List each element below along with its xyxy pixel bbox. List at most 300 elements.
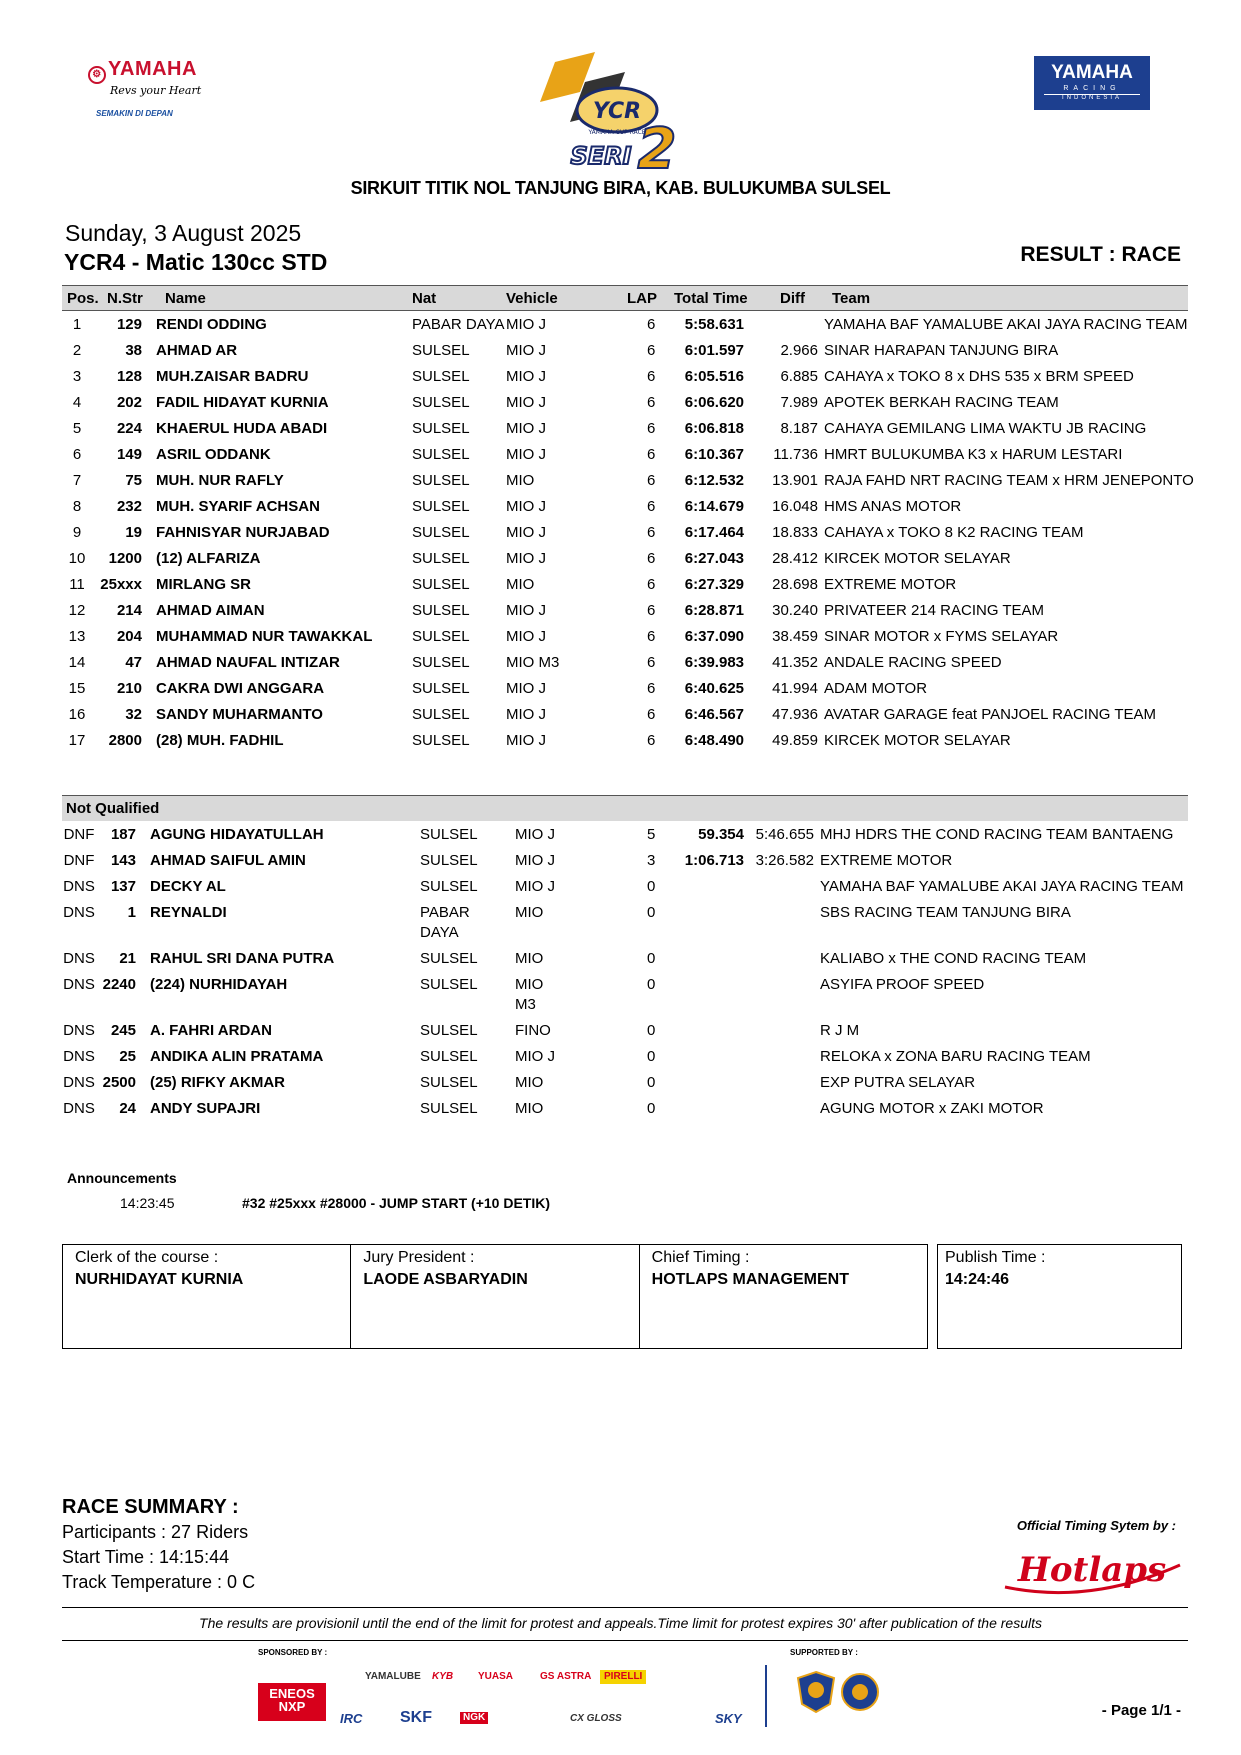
cell-total: 6:06.620 — [684, 394, 744, 411]
cell-team: KIRCEK MOTOR SELAYAR — [824, 732, 1011, 749]
cell-name: AHMAD SAIFUL AMIN — [150, 852, 306, 869]
cell-total: 6:10.367 — [684, 446, 744, 463]
cell-name: ANDY SUPAJRI — [150, 1100, 261, 1117]
cell-nstr: 214 — [116, 602, 142, 619]
table-row — [62, 599, 1188, 625]
divider — [62, 1640, 1188, 1641]
cell-lap: 6 — [647, 524, 656, 541]
cell-nstr: 129 — [116, 316, 142, 333]
cell-nstr: 2800 — [108, 732, 142, 749]
cx-gloss-logo: CX GLOSS — [570, 1713, 622, 1724]
cell-name: SANDY MUHARMANTO — [156, 706, 323, 723]
cell-team: RELOKA x ZONA BARU RACING TEAM — [820, 1048, 1091, 1065]
pirelli-logo: PIRELLI — [600, 1670, 646, 1684]
yamaha-logo-left: ⚙ YAMAHA Revs your Heart SEMAKIN DI DEPAN — [88, 58, 208, 118]
cell-name: AGUNG HIDAYATULLAH — [150, 826, 324, 843]
cell-pos: DNS — [63, 904, 95, 921]
table-row — [62, 521, 1188, 547]
cell-name: CAKRA DWI ANGGARA — [156, 680, 325, 697]
cell-pos: 6 — [72, 446, 82, 463]
cell-name: RAHUL SRI DANA PUTRA — [150, 950, 335, 967]
cell-vehicle: FINO — [515, 1022, 551, 1039]
cell-pos: 7 — [72, 472, 82, 489]
table-row — [62, 391, 1188, 417]
cell-team: YAMAHA BAF YAMALUBE AKAI JAYA RACING TEAM — [820, 878, 1184, 895]
cell-nstr: 232 — [116, 498, 142, 515]
cell-vehicle: MIO J — [515, 1048, 555, 1065]
cell-nat: SULSEL — [412, 394, 470, 411]
cell-pos: DNS — [63, 1022, 95, 1039]
results-table-header — [62, 285, 1188, 311]
cell-diff: 3:26.582 — [755, 852, 814, 869]
sky-logo: SKY — [715, 1711, 742, 1726]
cell-lap: 0 — [647, 1048, 656, 1065]
cell-nat: SULSEL — [420, 1100, 478, 1117]
cell-nstr: 245 — [110, 1022, 136, 1039]
cell-nat: SULSEL — [420, 976, 478, 993]
cell-diff: 28.698 — [772, 576, 818, 593]
cell-team: EXP PUTRA SELAYAR — [820, 1074, 976, 1091]
skf-logo: SKF — [400, 1709, 432, 1726]
cell-pos: DNF — [63, 826, 95, 843]
cell-diff: 47.936 — [772, 706, 818, 723]
cell-vehicle: MIO — [515, 904, 544, 921]
cell-lap: 6 — [647, 550, 656, 567]
cell-vehicle: MIO J — [515, 878, 555, 895]
cell-name: KHAERUL HUDA ABADI — [156, 420, 328, 437]
cell-vehicle: MIO — [515, 1074, 544, 1091]
cell-vehicle: MIO J — [515, 852, 555, 869]
svg-text:YCR: YCR — [592, 99, 642, 124]
table-row — [62, 495, 1188, 521]
cell-team: ADAM MOTOR — [824, 680, 928, 697]
cell-total: 6:40.625 — [684, 680, 744, 697]
cell-total: 6:27.043 — [684, 550, 744, 567]
cell-pos: DNS — [63, 878, 95, 895]
cell-vehicle2: M3 — [515, 996, 536, 1013]
announcements-title: Announcements — [67, 1170, 177, 1186]
cell-nstr: 2240 — [102, 976, 136, 993]
cell-lap: 6 — [647, 368, 656, 385]
cell-team: CAHAYA x TOKO 8 K2 RACING TEAM — [824, 524, 1084, 541]
cell-vehicle: MIO J — [506, 394, 546, 411]
cell-name: MUH. NUR RAFLY — [156, 472, 284, 489]
cell-total: 6:48.490 — [684, 732, 744, 749]
cell-nstr: 149 — [116, 446, 142, 463]
timing-system-label: Official Timing Sytem by : — [1016, 1518, 1176, 1533]
cell-nstr: 19 — [125, 524, 142, 541]
cell-name: DECKY AL — [150, 878, 226, 895]
cell-lap: 6 — [647, 680, 656, 697]
cell-team: SINAR HARAPAN TANJUNG BIRA — [824, 342, 1059, 359]
table-row — [62, 729, 1188, 755]
publish-time-box: Publish Time : 14:24:46 — [937, 1244, 1182, 1349]
cell-vehicle: MIO J — [506, 602, 546, 619]
irc-logo: IRC — [340, 1711, 363, 1726]
col-diff: Diff — [780, 290, 805, 307]
cell-total: 6:12.532 — [684, 472, 744, 489]
cell-pos: 5 — [72, 420, 82, 437]
cell-team: MHJ HDRS THE COND RACING TEAM BANTAENG — [820, 826, 1174, 843]
cell-nstr: 25 — [119, 1048, 136, 1065]
cell-lap: 0 — [647, 878, 656, 895]
cell-nstr: 1200 — [108, 550, 142, 567]
cell-nstr: 202 — [116, 394, 142, 411]
cell-name: MIRLANG SR — [156, 576, 251, 593]
announcement-time: 14:23:45 — [120, 1195, 175, 1211]
cell-lap: 6 — [647, 446, 656, 463]
cell-lap: 5 — [647, 826, 656, 843]
cell-diff: 28.412 — [772, 550, 818, 567]
cell-vehicle: MIO J — [515, 826, 555, 843]
cell-nstr: 210 — [116, 680, 142, 697]
cell-lap: 0 — [647, 1100, 656, 1117]
cell-lap: 6 — [647, 706, 656, 723]
jury-president: Jury President : LAODE ASBARYADIN — [351, 1245, 639, 1348]
cell-vehicle: MIO J — [506, 342, 546, 359]
cell-total: 6:01.597 — [684, 342, 744, 359]
cell-team: HMS ANAS MOTOR — [824, 498, 962, 515]
cell-total: 6:17.464 — [684, 524, 744, 541]
cell-diff: 49.859 — [772, 732, 818, 749]
cell-nat: SULSEL — [412, 654, 470, 671]
cell-nat: SULSEL — [412, 602, 470, 619]
table-row — [62, 469, 1194, 495]
cell-team: KALIABO x THE COND RACING TEAM — [820, 950, 1087, 967]
table-row — [62, 677, 1188, 703]
cell-nstr: 1 — [127, 904, 136, 921]
cell-nat: SULSEL — [412, 498, 470, 515]
cell-team: AVATAR GARAGE feat PANJOEL RACING TEAM — [824, 706, 1157, 723]
table-row — [62, 947, 1188, 973]
cell-diff: 16.048 — [772, 498, 818, 515]
table-row — [62, 973, 1188, 1019]
cell-name: (25) RIFKY AKMAR — [150, 1074, 286, 1091]
cell-vehicle: MIO — [506, 472, 535, 489]
cell-nat: SULSEL — [412, 342, 470, 359]
cell-team: AGUNG MOTOR x ZAKI MOTOR — [820, 1100, 1044, 1117]
cell-name: (224) NURHIDAYAH — [150, 976, 288, 993]
race-summary: RACE SUMMARY : Participants : 27 Riders Start Time : 14:15:44 Track Temperature : 0 C — [62, 1496, 256, 1592]
cell-pos: 3 — [72, 368, 82, 385]
cell-pos: DNS — [63, 1074, 95, 1091]
page-number: - Page 1/1 - — [1101, 1702, 1181, 1719]
cell-name: RENDI ODDING — [156, 316, 267, 333]
cell-nstr: 137 — [110, 878, 136, 895]
clerk-of-course: Clerk of the course : NURHIDAYAT KURNIA — [63, 1245, 351, 1348]
table-row — [62, 901, 1188, 947]
cell-diff: 8.187 — [780, 420, 818, 437]
cell-pos: DNS — [63, 1100, 95, 1117]
not-qualified-header: Not Qualified — [62, 795, 1188, 821]
cell-pos: 13 — [68, 628, 86, 645]
cell-diff: 7.989 — [780, 394, 818, 411]
table-row — [62, 849, 1188, 875]
cell-team: YAMAHA BAF YAMALUBE AKAI JAYA RACING TEAM — [824, 316, 1188, 333]
cell-total: 6:14.679 — [684, 498, 744, 515]
cell-total: 59.354 — [698, 826, 744, 843]
cell-team: ANDALE RACING SPEED — [824, 654, 1002, 671]
cell-pos: DNF — [63, 852, 95, 869]
svg-text:Hotlaps: Hotlaps — [1017, 1550, 1167, 1590]
cell-nstr: 187 — [110, 826, 136, 843]
cell-team: CAHAYA GEMILANG LIMA WAKTU JB RACING — [824, 420, 1147, 437]
cell-lap: 6 — [647, 732, 656, 749]
cell-nat: SULSEL — [412, 524, 470, 541]
cell-pos: DNS — [63, 950, 95, 967]
cell-lap: 6 — [647, 498, 656, 515]
cell-nat: SULSEL — [420, 852, 478, 869]
announcement-text: #32 #25xxx #28000 - JUMP START (+10 DETIK) — [242, 1195, 551, 1211]
circuit-title: SIRKUIT TITIK NOL TANJUNG BIRA, KAB. BULUKUMBA SULSEL — [350, 178, 891, 198]
cell-nstr: 24 — [119, 1100, 136, 1117]
cell-pos: 4 — [72, 394, 82, 411]
svg-text:SERI: SERI — [570, 142, 632, 170]
table-row — [62, 547, 1188, 573]
cell-nat2: DAYA — [420, 924, 459, 941]
table-row — [62, 823, 1188, 849]
table-row — [62, 339, 1188, 365]
officials-box — [62, 1244, 928, 1349]
cell-team: HMRT BULUKUMBA K3 x HARUM LESTARI — [824, 446, 1123, 463]
disclaimer: The results are provisionil until the end of the limit for protest and appeals.Time limit for protest expires 30' after publication of the results — [199, 1615, 1042, 1631]
col-name: Name — [165, 290, 206, 307]
cell-name: AHMAD AR — [156, 342, 238, 359]
yamalube-logo: YAMALUBE — [365, 1671, 421, 1682]
hotlaps-logo — [1000, 1545, 1185, 1595]
cell-total: 6:46.567 — [684, 706, 744, 723]
cell-name: MUHAMMAD NUR TAWAKKAL — [156, 628, 373, 645]
cell-pos: 8 — [72, 498, 82, 515]
cell-team: APOTEK BERKAH RACING TEAM — [824, 394, 1059, 411]
table-row — [62, 875, 1188, 901]
cell-diff: 41.994 — [772, 680, 818, 697]
cell-nat: SULSEL — [420, 950, 478, 967]
cell-pos: 12 — [68, 602, 86, 619]
cell-name: MUH. SYARIF ACHSAN — [156, 498, 320, 515]
cell-vehicle: MIO J — [506, 628, 546, 645]
imi-emblem-icon — [840, 1670, 880, 1719]
kyb-logo: KYB — [432, 1671, 454, 1682]
cell-team: R J M — [820, 1022, 860, 1039]
cell-lap: 0 — [647, 1074, 656, 1091]
cell-team: EXTREME MOTOR — [820, 852, 953, 869]
cell-pos: 9 — [72, 524, 82, 541]
cell-lap: 0 — [647, 904, 656, 921]
cell-vehicle: MIO J — [506, 446, 546, 463]
event-title: YCR4 - Matic 130cc STD — [64, 249, 328, 275]
cell-vehicle: MIO J — [506, 706, 546, 723]
cell-lap: 6 — [647, 316, 656, 333]
cell-name: MUH.ZAISAR BADRU — [156, 368, 309, 385]
cell-diff: 2.966 — [780, 342, 818, 359]
cell-pos: 17 — [68, 732, 86, 749]
cell-team: SBS RACING TEAM TANJUNG BIRA — [820, 904, 1071, 921]
cell-vehicle: MIO — [506, 576, 535, 593]
cell-nstr: 21 — [119, 950, 136, 967]
yamaha-racing-logo: YAMAHA RACING INDONESIA — [1034, 56, 1150, 110]
cell-nstr: 38 — [125, 342, 142, 359]
cell-nat: SULSEL — [412, 680, 470, 697]
yuasa-logo: YUASA — [478, 1671, 514, 1682]
cell-diff: 30.240 — [772, 602, 818, 619]
cell-nstr: 128 — [116, 368, 142, 385]
cell-nat: PABAR — [420, 904, 470, 921]
cell-lap: 6 — [647, 342, 656, 359]
cell-name: AHMAD AIMAN — [156, 602, 265, 619]
cell-nat: SULSEL — [412, 628, 470, 645]
cell-name: FADIL HIDAYAT KURNIA — [156, 394, 329, 411]
cell-nstr: 47 — [125, 654, 142, 671]
cell-lap: 6 — [647, 420, 656, 437]
cell-total: 5:58.631 — [684, 316, 744, 333]
cell-lap: 6 — [647, 628, 656, 645]
table-row — [62, 313, 1188, 339]
cell-team: ASYIFA PROOF SPEED — [820, 976, 985, 993]
cell-nat: SULSEL — [420, 1048, 478, 1065]
col-pos: Pos. — [67, 290, 99, 307]
divider — [62, 1607, 1188, 1608]
cell-pos: 14 — [68, 654, 86, 671]
cell-pos: DNS — [63, 976, 95, 993]
cell-vehicle: MIO — [515, 976, 544, 993]
cell-lap: 0 — [647, 976, 656, 993]
cell-vehicle: MIO J — [506, 680, 546, 697]
supported-label: SUPPORTED BY : — [790, 1648, 858, 1657]
col-lap: LAP — [627, 290, 657, 307]
cell-total: 6:05.516 — [684, 368, 744, 385]
cell-team: KIRCEK MOTOR SELAYAR — [824, 550, 1011, 567]
cell-nat: SULSEL — [412, 446, 470, 463]
cell-diff: 41.352 — [772, 654, 818, 671]
cell-nat: SULSEL — [412, 368, 470, 385]
cell-nstr: 25xxx — [100, 576, 142, 593]
cell-vehicle: MIO J — [506, 368, 546, 385]
cell-nstr: 2500 — [102, 1074, 136, 1091]
cell-nstr: 32 — [125, 706, 142, 723]
svg-text:2: 2 — [637, 117, 677, 180]
cell-nat: SULSEL — [420, 1074, 478, 1091]
col-vehicle: Vehicle — [506, 290, 558, 307]
cell-team: SINAR MOTOR x FYMS SELAYAR — [824, 628, 1059, 645]
police-emblem-icon — [796, 1670, 836, 1719]
cell-nat: PABAR DAYA — [412, 316, 505, 333]
cell-nat: SULSEL — [412, 472, 470, 489]
sponsor-divider — [765, 1665, 767, 1727]
col-nstr: N.Str — [107, 290, 143, 307]
cell-diff: 38.459 — [772, 628, 818, 645]
table-row — [62, 1045, 1188, 1071]
gs-astra-logo: GS ASTRA — [540, 1671, 592, 1682]
cell-pos: 11 — [69, 576, 85, 593]
cell-name: ASRIL ODDANK — [156, 446, 271, 463]
cell-pos: 15 — [68, 680, 86, 697]
cell-vehicle: MIO M3 — [506, 654, 560, 671]
cell-lap: 3 — [647, 852, 656, 869]
cell-diff: 18.833 — [772, 524, 818, 541]
cell-total: 1:06.713 — [684, 852, 744, 869]
cell-nat: SULSEL — [412, 550, 470, 567]
eneos-logo: ENEOS NXP — [258, 1683, 326, 1721]
cell-lap: 6 — [647, 394, 656, 411]
cell-nstr: 224 — [116, 420, 142, 437]
sponsored-label: SPONSORED BY : — [258, 1648, 328, 1657]
cell-diff: 13.901 — [772, 472, 818, 489]
cell-vehicle: MIO — [515, 1100, 544, 1117]
col-nat: Nat — [412, 290, 437, 307]
cell-total: 6:37.090 — [684, 628, 744, 645]
cell-team: CAHAYA x TOKO 8 x DHS 535 x BRM SPEED — [824, 368, 1134, 385]
cell-nat: SULSEL — [420, 878, 478, 895]
cell-nat: SULSEL — [420, 1022, 478, 1039]
cell-vehicle: MIO J — [506, 498, 546, 515]
cell-lap: 0 — [647, 1022, 656, 1039]
col-team: Team — [832, 290, 871, 307]
cell-lap: 6 — [647, 602, 656, 619]
cell-vehicle: MIO — [515, 950, 544, 967]
cell-lap: 6 — [647, 654, 656, 671]
cell-lap: 6 — [647, 472, 656, 489]
cell-pos: 16 — [68, 706, 86, 723]
cell-nstr: 143 — [110, 852, 136, 869]
cell-pos: 1 — [72, 316, 82, 333]
cell-total: 6:06.818 — [684, 420, 744, 437]
race-date: Sunday, 3 August 2025 — [65, 220, 302, 246]
table-row — [62, 443, 1188, 469]
cell-vehicle: MIO J — [506, 732, 546, 749]
cell-team: EXTREME MOTOR — [824, 576, 957, 593]
table-row — [62, 365, 1188, 391]
cell-name: FAHNISYAR NURJABAD — [156, 524, 330, 541]
cell-lap: 6 — [647, 576, 656, 593]
cell-pos: 10 — [68, 550, 86, 567]
cell-nat: SULSEL — [420, 826, 478, 843]
col-total-time: Total Time — [674, 290, 748, 307]
ycr-seri2-logo — [535, 52, 695, 180]
cell-diff: 5:46.655 — [755, 826, 814, 843]
table-row — [62, 573, 1188, 599]
cell-team: RAJA FAHD NRT RACING TEAM x HRM JENEPONTO — [824, 472, 1194, 489]
table-row — [62, 1097, 1188, 1123]
cell-vehicle: MIO J — [506, 524, 546, 541]
cell-name: REYNALDI — [150, 904, 227, 921]
result-label: RESULT : RACE — [1020, 243, 1181, 266]
cell-name: (28) MUH. FADHIL — [156, 732, 284, 749]
cell-name: A. FAHRI ARDAN — [150, 1022, 272, 1039]
cell-nat: SULSEL — [412, 420, 470, 437]
cell-pos: DNS — [63, 1048, 95, 1065]
table-row — [62, 703, 1188, 729]
cell-total: 6:28.871 — [684, 602, 744, 619]
cell-vehicle: MIO J — [506, 316, 546, 333]
cell-pos: 2 — [72, 342, 82, 359]
cell-diff: 6.885 — [780, 368, 818, 385]
cell-team: PRIVATEER 214 RACING TEAM — [824, 602, 1045, 619]
table-row — [62, 1019, 1188, 1045]
cell-name: ANDIKA ALIN PRATAMA — [150, 1048, 324, 1065]
cell-name: (12) ALFARIZA — [156, 550, 261, 567]
table-row — [62, 1071, 1188, 1097]
cell-nstr: 204 — [116, 628, 142, 645]
cell-vehicle: MIO J — [506, 550, 546, 567]
cell-total: 6:27.329 — [684, 576, 744, 593]
cell-vehicle: MIO J — [506, 420, 546, 437]
cell-name: AHMAD NAUFAL INTIZAR — [156, 654, 340, 671]
cell-total: 6:39.983 — [684, 654, 744, 671]
cell-nat: SULSEL — [412, 732, 470, 749]
cell-nat: SULSEL — [412, 706, 470, 723]
chief-timing: Chief Timing : HOTLAPS MANAGEMENT — [651, 1249, 849, 1288]
